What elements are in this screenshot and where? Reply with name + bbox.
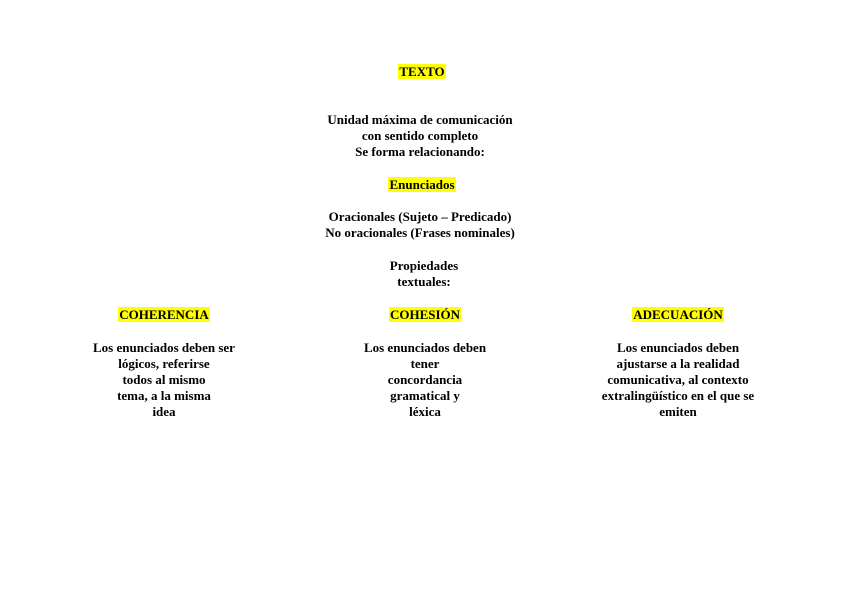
unit-heading: Enunciados bbox=[389, 177, 455, 192]
document-title: TEXTO bbox=[399, 64, 445, 79]
definition-line: Se forma relacionando: bbox=[355, 144, 485, 159]
property-description-line: extralingüístico en el que se bbox=[601, 388, 755, 403]
property-heading-adecuacion bbox=[598, 307, 758, 323]
property-description-line: léxica bbox=[409, 404, 441, 419]
property-description-line: ajustarse a la realidad bbox=[616, 356, 740, 371]
properties-intro-line: textuales: bbox=[397, 274, 451, 289]
definition-line: con sentido completo bbox=[361, 128, 479, 143]
property-heading-coherencia bbox=[84, 307, 244, 323]
property-heading: COHERENCIA bbox=[119, 307, 209, 322]
property-description-line: concordancia bbox=[387, 372, 463, 387]
unit-heading-block bbox=[352, 177, 492, 193]
property-description-cohesion bbox=[325, 340, 525, 420]
property-description-line: idea bbox=[152, 404, 176, 419]
property-description-line: Los enunciados deben ser bbox=[93, 340, 235, 355]
property-description-line: comunicativa, al contexto bbox=[607, 372, 749, 387]
property-description-line: gramatical y bbox=[390, 388, 460, 403]
property-description-coherencia bbox=[64, 340, 264, 420]
property-description-line: tema, a la misma bbox=[117, 388, 211, 403]
property-description-adecuacion bbox=[568, 340, 788, 420]
property-description-line: lógicos, referirse bbox=[118, 356, 210, 371]
title-block bbox=[372, 64, 472, 80]
properties-intro-block bbox=[344, 258, 504, 290]
properties-intro-line: Propiedades bbox=[389, 258, 459, 273]
property-heading: ADECUACIÓN bbox=[633, 307, 723, 322]
property-description-line: todos al mismo bbox=[122, 372, 206, 387]
property-heading: COHESIÓN bbox=[389, 307, 461, 322]
unit-type-line: No oracionales (Frases nominales) bbox=[325, 225, 515, 240]
property-description-line: tener bbox=[410, 356, 440, 371]
unit-types-block bbox=[268, 209, 572, 241]
property-description-line: Los enunciados deben bbox=[616, 340, 740, 355]
property-description-line: Los enunciados deben bbox=[363, 340, 487, 355]
definition-line: Unidad máxima de comunicación bbox=[327, 112, 513, 127]
definition-block bbox=[268, 112, 572, 160]
property-heading-cohesion bbox=[345, 307, 505, 323]
unit-type-line: Oracionales (Sujeto – Predicado) bbox=[328, 209, 512, 224]
property-description-line: emiten bbox=[659, 404, 697, 419]
